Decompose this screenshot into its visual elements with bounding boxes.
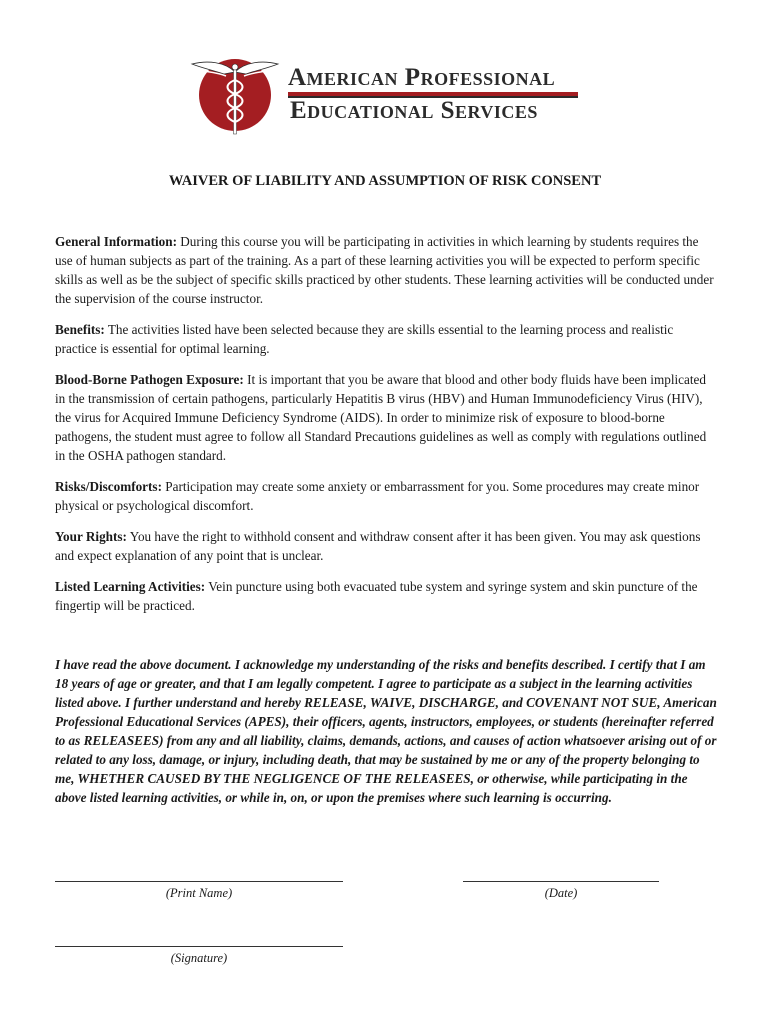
- logo-text-line2: Educational Services: [290, 97, 538, 124]
- document-title: WAIVER OF LIABILITY AND ASSUMPTION OF RISK CONSENT: [168, 173, 602, 189]
- section-benefits: [55, 320, 717, 358]
- section-text: Vein puncture using both evacuated tube system and syringe system and skin puncture of the fingertip will be practiced.: [55, 579, 698, 613]
- section-text: During this course you will be participating in activities in which learning by students requires the use of human subjects as part of the training. As a part of these learning activities you will be expected to perform specific skills as well as be the subject of specific skills practiced by other students. These learning activities will be conducted under the supervision of the course instructor.: [55, 234, 714, 306]
- section-heading: Risks/Discomforts:: [55, 479, 162, 494]
- consent-statement: I have read the above document. I acknowledge my understanding of the risks and benefits described. I certify that I am 18 years of age or greater, and that I am legally competent. I agree to participate as a subject in the learning activities listed above. I further understand and hereby RELEASE, WAIVE, DISCHARGE, and COVENANT NOT SUE, American Professional Educational Services (APES), their officers, agents, instructors, employees, or students (hereinafter referred to as RELEASEES) from any and all liability, claims, demands, actions, and causes of action whatsoever arising out of or related to any loss, damage, or injury, including death, that may be sustained by me or any of the property belonging to me, WHETHER CAUSED BY THE NEGLIGENCE OF THE RELEASEES, or otherwise, while participating in the above listed learning activities, or while in, on, or upon the premises where such learning is occurring.: [55, 657, 717, 805]
- section-bloodborne-pathogen: [55, 370, 717, 465]
- section-text: Participation may create some anxiety or embarrassment for you. Some procedures may create minor physical or psychological discomfort.: [55, 479, 700, 513]
- date-label: (Date): [544, 886, 578, 900]
- caduceus-icon: [190, 50, 280, 140]
- signature-line[interactable]: [55, 946, 343, 947]
- section-your-rights: [55, 527, 717, 565]
- document-body: [55, 232, 717, 627]
- section-text: The activities listed have been selected because they are skills essential to the learning process and realistic practice is essential for optimal learning.: [55, 322, 674, 356]
- section-text: You have the right to withhold consent and withdraw consent after it has been given. You may ask questions and expect explanation of any point that is unclear.: [55, 529, 701, 563]
- company-logo: [190, 50, 590, 140]
- section-heading: Blood-Borne Pathogen Exposure:: [55, 372, 244, 387]
- section-learning-activities: [55, 577, 717, 615]
- date-line[interactable]: [463, 881, 659, 882]
- print-name-label: (Print Name): [165, 886, 233, 900]
- logo-text-line1: American Professional: [288, 64, 556, 91]
- section-risks: [55, 477, 717, 515]
- signature-label: (Signature): [170, 951, 228, 965]
- print-name-line[interactable]: [55, 881, 343, 882]
- section-heading: General Information:: [55, 234, 177, 249]
- section-heading: Your Rights:: [55, 529, 127, 544]
- section-general-information: [55, 232, 717, 308]
- section-heading: Listed Learning Activities:: [55, 579, 206, 594]
- section-text: It is important that you be aware that blood and other body fluids have been implicated in the transmission of certain pathogens, particularly Hepatitis B virus (HBV) and Human Immunodeficiency Virus (HIV), the virus for Acquired Immune Deficiency Syndrome (AIDS). In order to minimize risk of exposure to blood-borne pathogens, the student must agree to follow all Standard Precautions guidelines as well as comply with regulations outlined in the OSHA pathogen standard.: [55, 372, 707, 463]
- section-heading: Benefits:: [55, 322, 105, 337]
